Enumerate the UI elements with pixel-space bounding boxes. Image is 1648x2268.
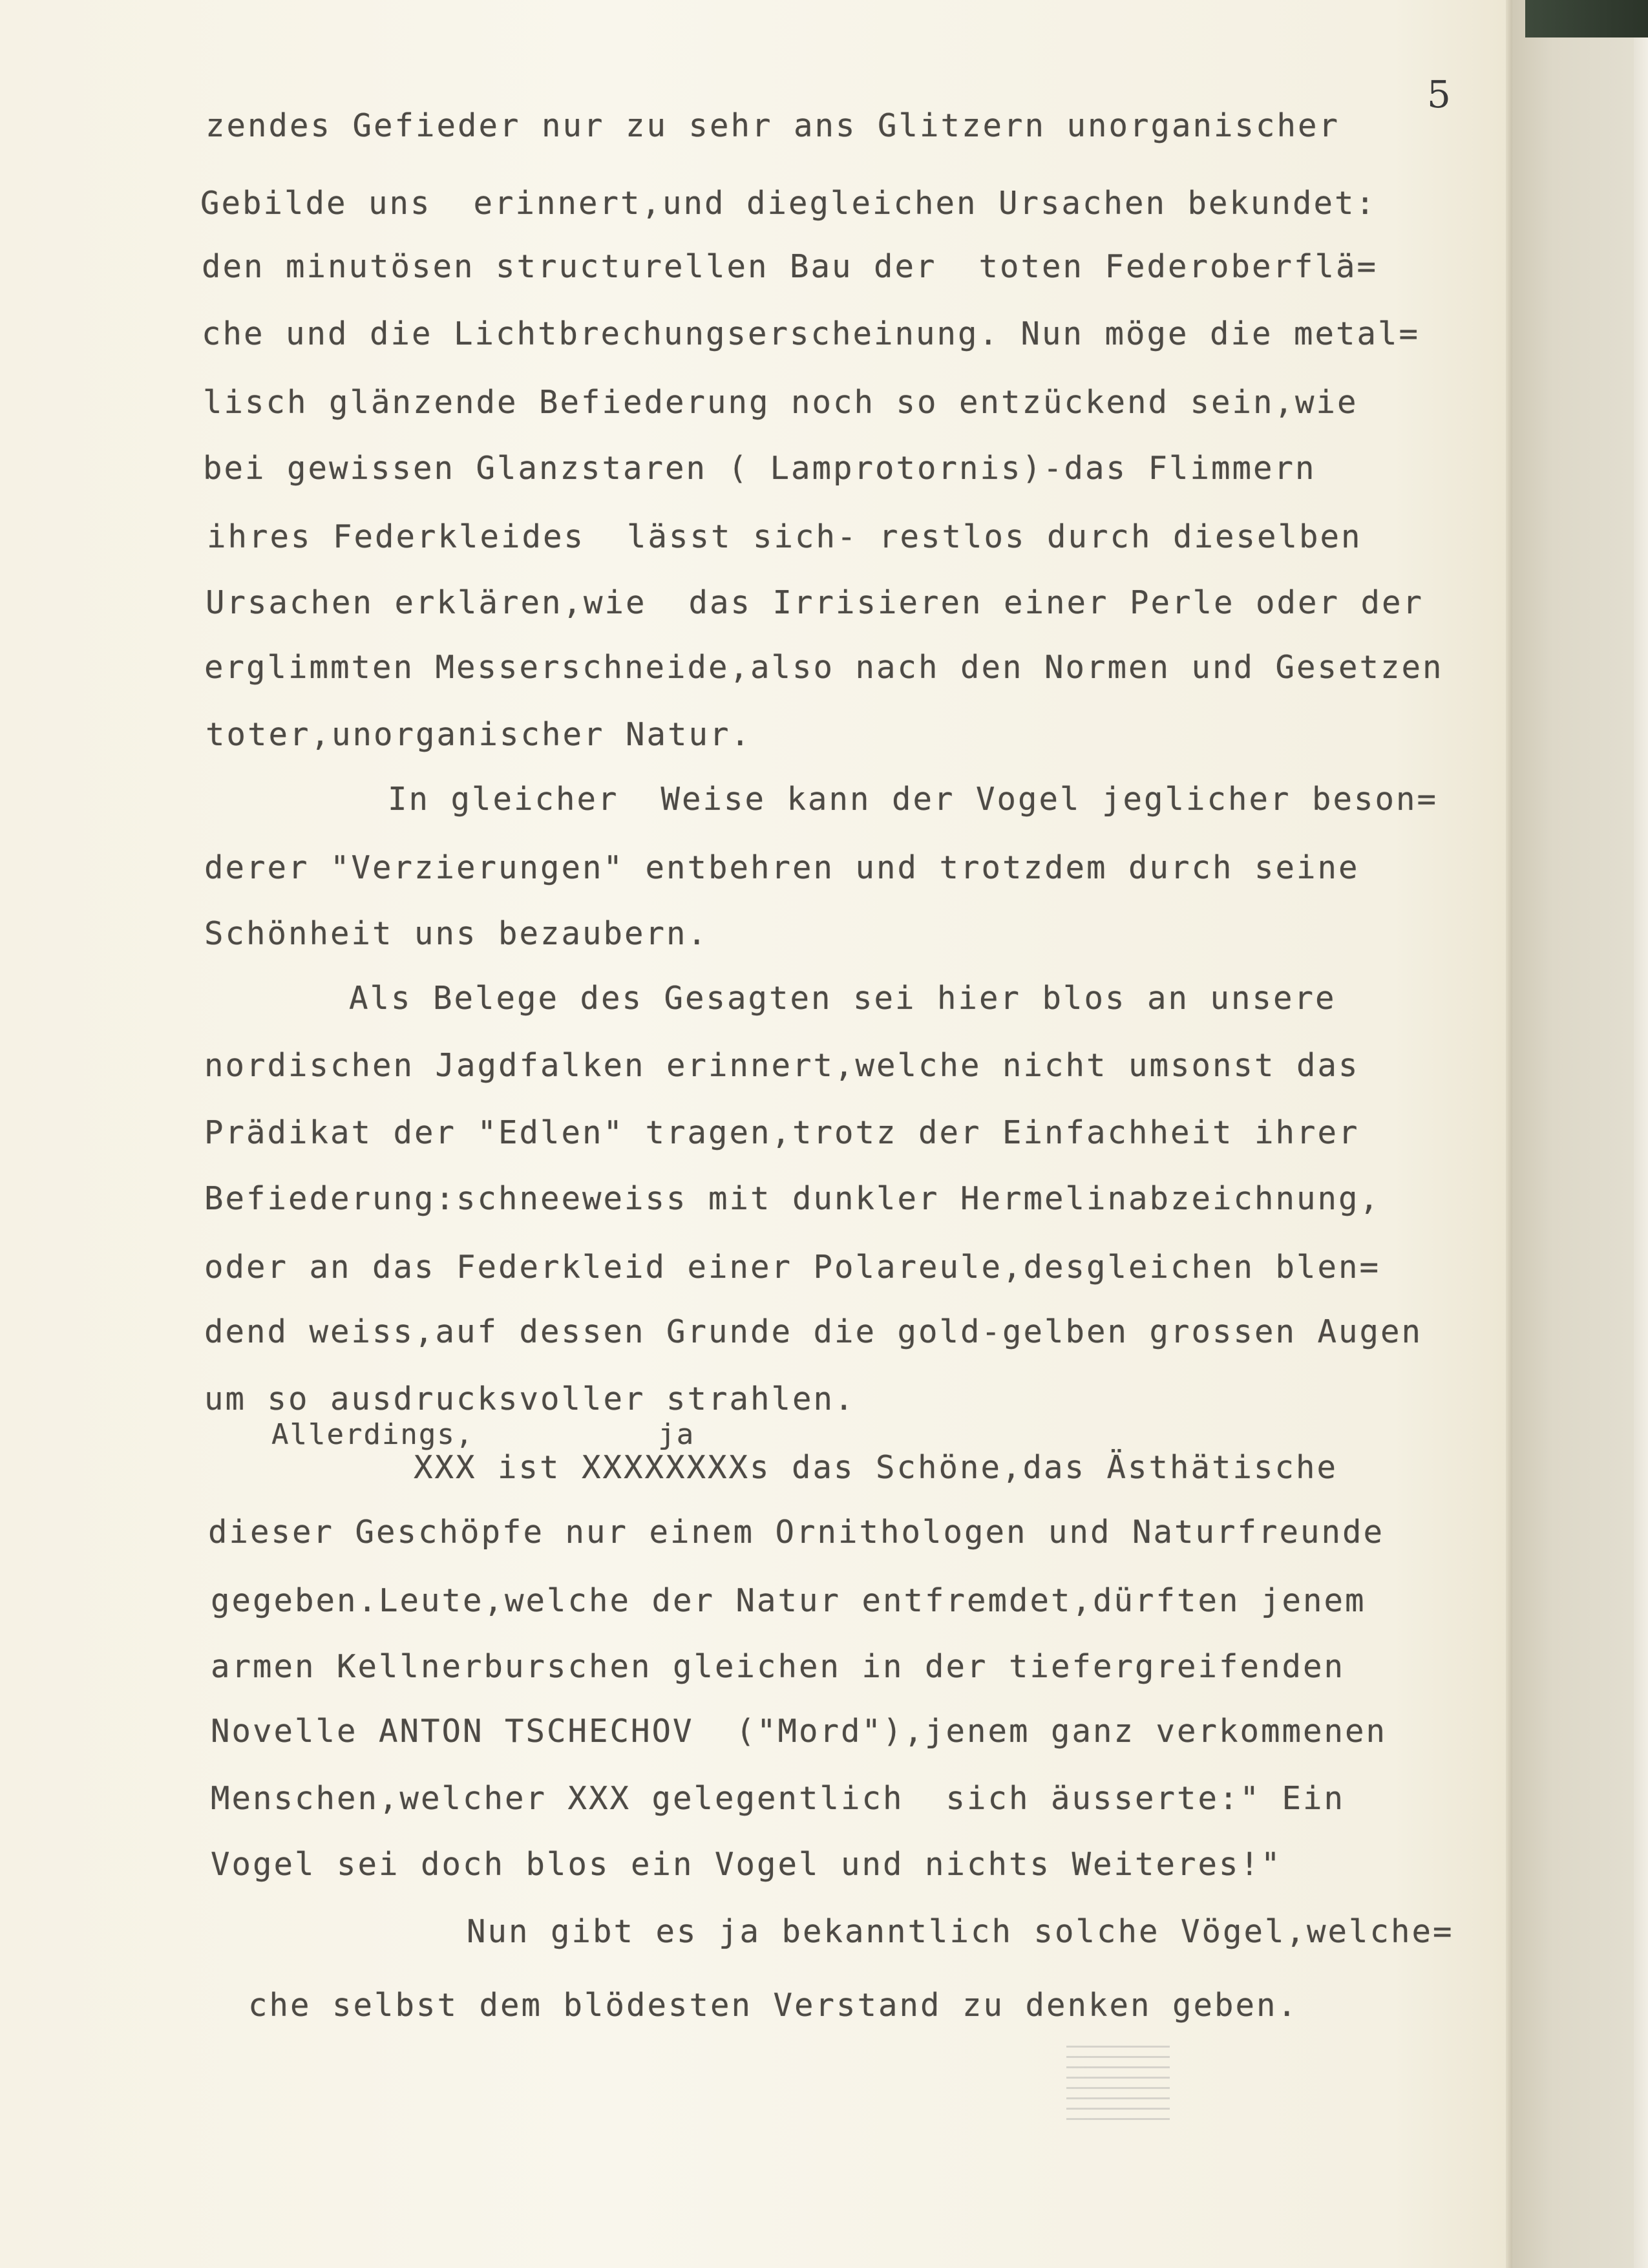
text-line: toter,unorganischer Natur. (206, 716, 752, 753)
text-line: Menschen,welcher XXX gelegentlich sich äusserte:" Ein (211, 1780, 1346, 1817)
text-line: armen Kellnerburschen gleichen in der tiefergreifenden (211, 1648, 1346, 1685)
page-number: 5 (1427, 72, 1451, 116)
text-line: zendes Gefieder nur zu sehr ans Glitzern unorganischer (206, 107, 1340, 144)
text-line: um so ausdrucksvoller strahlen. (204, 1381, 856, 1417)
text-line: che und die Lichtbrechungserscheinung. Nun möge die metal= (202, 315, 1421, 352)
text-line: Ursachen erklären,wie das Irrisieren einer Perle oder der (206, 584, 1424, 621)
text-line: bei gewissen Glanzstaren ( Lamprotornis)-das Flimmern (203, 450, 1316, 487)
text-line: dieser Geschöpfe nur einem Ornithologen und Naturfreunde (208, 1514, 1385, 1551)
text-line: lisch glänzende Befiederung noch so entzückend sein,wie (203, 384, 1358, 421)
text-line: In gleicher Weise kann der Vogel jeglicher beson= (388, 781, 1439, 818)
text-line: Prädikat der "Edlen" tragen,trotz der Einfachheit ihrer (204, 1114, 1360, 1151)
text-line: XXX ist XXXXXXXXs das Schöne,das Ästhätische (414, 1449, 1338, 1486)
text-line: Novelle ANTON TSCHECHOV ("Mord"),jenem ganz verkommenen (211, 1713, 1388, 1750)
text-line: Als Belege des Gesagten sei hier blos an unsere (349, 980, 1336, 1017)
dark-background-strip (1525, 0, 1648, 37)
text-line: Gebilde uns erinnert,und diegleichen Ursachen bekundet: (200, 185, 1377, 222)
text-line: nordischen Jagdfalken erinnert,welche nicht umsonst das (204, 1047, 1360, 1084)
text-line: Befiederung:schneeweiss mit dunkler Hermelinabzeichnung, (204, 1180, 1381, 1217)
text-line: Vogel sei doch blos ein Vogel und nichts Weiteres!" (211, 1846, 1282, 1883)
text-line: derer "Verzierungen" entbehren und trotzdem durch seine (204, 849, 1360, 886)
sheet-edge (1506, 0, 1512, 2268)
text-line: oder an das Federkleid einer Polareule,desgleichen blen= (204, 1249, 1381, 1286)
faint-stamp-mark (1066, 2042, 1170, 2120)
text-line: dend weiss,auf dessen Grunde die gold-gelben grossen Augen (204, 1313, 1423, 1350)
underlying-sheet-edge (1634, 37, 1648, 2268)
text-line: den minutösen structurellen Bau der toten Federoberflä= (202, 248, 1379, 285)
text-line: che selbst dem blödesten Verstand zu denken geben. (248, 1987, 1299, 2024)
text-line: ihres Federkleides lässt sich- restlos durch dieselben (207, 518, 1362, 555)
text-line: Schönheit uns bezaubern. (204, 915, 709, 952)
text-line: Nun gibt es ja bekanntlich solche Vögel,welche= (467, 1913, 1454, 1950)
text-line: erglimmten Messerschneide,also nach den Normen und Gesetzen (204, 649, 1444, 686)
underlying-sheet (1512, 0, 1648, 2268)
handwritten-insertion: Allerdings, ja (271, 1418, 695, 1451)
text-line: gegeben.Leute,welche der Natur entfremdet,dürften jenem (211, 1582, 1366, 1619)
